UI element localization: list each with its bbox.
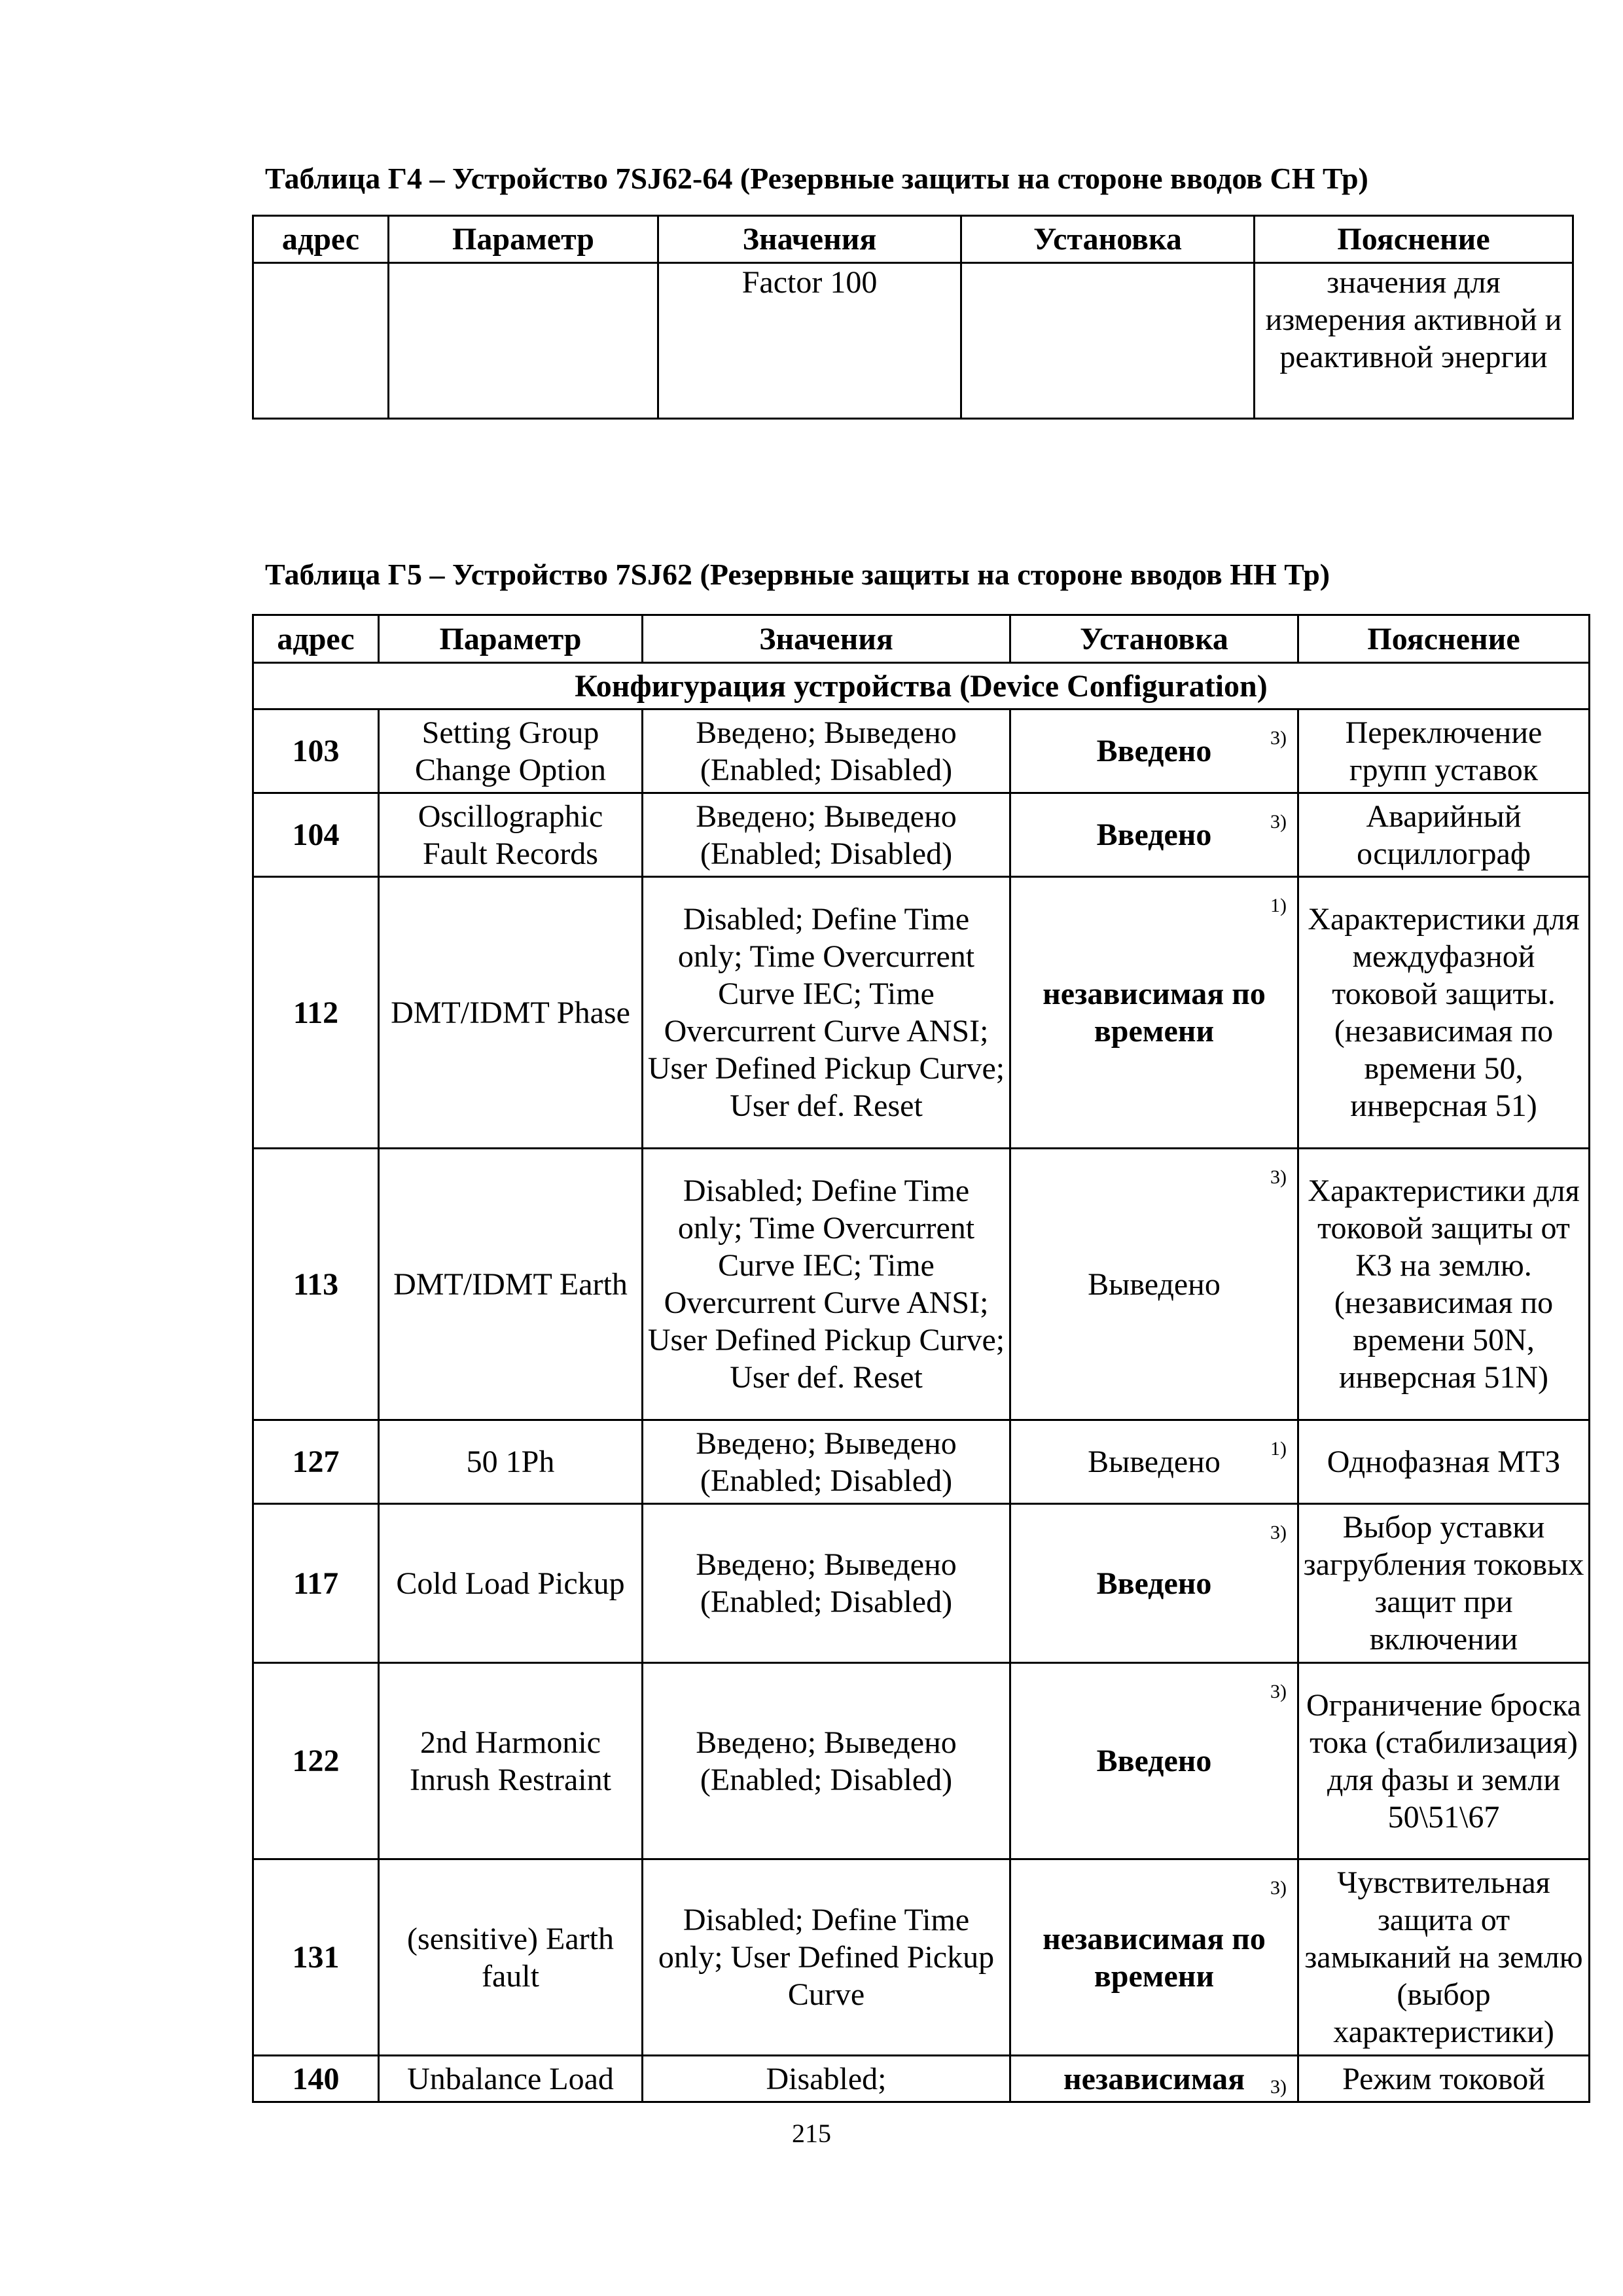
footnote-marker: 3) [1270,811,1287,833]
header-values: Значения [658,216,961,263]
header-setting: Установка [1010,615,1298,663]
row-explanation: Аварийный осциллограф [1298,793,1590,877]
row-setting [1010,793,1298,877]
section-row [253,663,1590,709]
header-parameter: Параметр [389,216,658,263]
row-parameter: (sensitive) Earth fault [379,1859,643,2056]
row-setting [1010,1420,1298,1504]
row-explanation: Выбор уставки загрубления токовых защит при включении [1298,1504,1590,1663]
row-values: Введено; Выведено (Enabled; Disabled) [643,1663,1010,1859]
row-address: 112 [253,877,379,1149]
table-row [253,1420,1590,1504]
footnote-marker: 3) [1270,1681,1287,1702]
footnote-marker: 1) [1270,1438,1287,1460]
row-parameter: Oscillographic Fault Records [379,793,643,877]
row-address [253,263,389,419]
row-explanation: Переключение групп уставок [1298,709,1590,793]
row-address: 103 [253,709,379,793]
table-row [253,263,1573,419]
footnote-marker: 3) [1270,1522,1287,1543]
row-values: Введено; Выведено (Enabled; Disabled) [643,1420,1010,1504]
row-parameter: 2nd Harmonic Inrush Restraint [379,1663,643,1859]
table-g4 [252,215,1574,420]
row-address: 113 [253,1149,379,1420]
table-g5 [252,614,1590,2103]
header-setting: Установка [961,216,1255,263]
row-setting [1010,1149,1298,1420]
setting-value: независимая по времени [1043,977,1266,1049]
footnote-marker: 3) [1270,1166,1287,1188]
table-row [253,1859,1590,2056]
row-explanation: Ограничение броска тока (стабилизация) для фазы и земли 50\51\67 [1298,1663,1590,1859]
header-explanation: Пояснение [1255,216,1573,263]
setting-value: независимая по времени [1043,1921,1266,1994]
row-parameter: Cold Load Pickup [379,1504,643,1663]
table-row [253,793,1590,877]
row-parameter: DMT/IDMT Phase [379,877,643,1149]
row-setting [1010,2056,1298,2102]
header-address: адрес [253,615,379,663]
row-setting [1010,877,1298,1149]
table-g4-header-row [253,216,1573,263]
row-address: 127 [253,1420,379,1504]
table-g5-header-row [253,615,1590,663]
row-address: 104 [253,793,379,877]
table-row [253,1663,1590,1859]
row-address: 117 [253,1504,379,1663]
footnote-marker: 3) [1270,2076,1287,2098]
row-explanation: значения для измерения активной и реактивной энергии [1255,263,1573,419]
footnote-marker: 3) [1270,727,1287,749]
row-parameter: DMT/IDMT Earth [379,1149,643,1420]
row-values: Disabled; Define Time only; User Defined Pickup Curve [643,1859,1010,2056]
header-explanation: Пояснение [1298,615,1590,663]
row-values: Введено; Выведено (Enabled; Disabled) [643,1504,1010,1663]
setting-value: независимая [1063,2061,1245,2096]
footnote-marker: 1) [1270,895,1287,916]
page-number: 215 [792,2119,831,2148]
table-row [253,877,1590,1149]
header-values: Значения [643,615,1010,663]
table-row [253,2056,1590,2102]
row-values: Введено; Выведено (Enabled; Disabled) [643,793,1010,877]
setting-value: Выведено [1088,1266,1221,1302]
row-address: 122 [253,1663,379,1859]
row-values: Введено; Выведено (Enabled; Disabled) [643,709,1010,793]
table-g4-caption: Таблица Г4 – Устройство 7SJ62-64 (Резервные защиты на стороне вводов СН Тр) [265,162,1368,195]
table-row [253,709,1590,793]
setting-value: Выведено [1088,1444,1221,1479]
row-values: Disabled; Define Time only; Time Overcurrent Curve IEC; Time Overcurrent Curve ANSI; User Defined Pickup Curve; User def. Reset [643,877,1010,1149]
row-setting [961,263,1255,419]
header-parameter: Параметр [379,615,643,663]
row-values: Disabled; Define Time only; Time Overcurrent Curve IEC; Time Overcurrent Curve ANSI; User Defined Pickup Curve; User def. Reset [643,1149,1010,1420]
setting-value: Введено [1096,1566,1212,1601]
row-explanation: Чувствительная защита от замыканий на землю (выбор характеристики) [1298,1859,1590,2056]
row-setting [1010,709,1298,793]
row-parameter: Setting Group Change Option [379,709,643,793]
row-setting [1010,1504,1298,1663]
section-title: Конфигурация устройства (Device Configuration) [253,663,1590,709]
row-parameter: 50 1Ph [379,1420,643,1504]
row-values: Disabled; [643,2056,1010,2102]
footnote-marker: 3) [1270,1877,1287,1899]
row-address: 131 [253,1859,379,2056]
row-parameter [389,263,658,419]
row-values: Factor 100 [658,263,961,419]
table-row [253,1149,1590,1420]
row-explanation: Характеристики для междуфазной токовой защиты. (независимая по времени 50, инверсная 51) [1298,877,1590,1149]
table-row [253,1504,1590,1663]
setting-value: Введено [1096,734,1212,768]
row-explanation: Режим токовой [1298,2056,1590,2102]
setting-value: Введено [1096,817,1212,852]
row-setting [1010,1859,1298,2056]
table-g5-caption: Таблица Г5 – Устройство 7SJ62 (Резервные защиты на стороне вводов НН Тр) [265,558,1330,591]
setting-value: Введено [1096,1744,1212,1778]
header-address: адрес [253,216,389,263]
row-address: 140 [253,2056,379,2102]
row-explanation: Характеристики для токовой защиты от КЗ на землю. (независимая по времени 50N, инверсная 51N) [1298,1149,1590,1420]
row-parameter: Unbalance Load [379,2056,643,2102]
row-setting [1010,1663,1298,1859]
row-explanation: Однофазная МТЗ [1298,1420,1590,1504]
